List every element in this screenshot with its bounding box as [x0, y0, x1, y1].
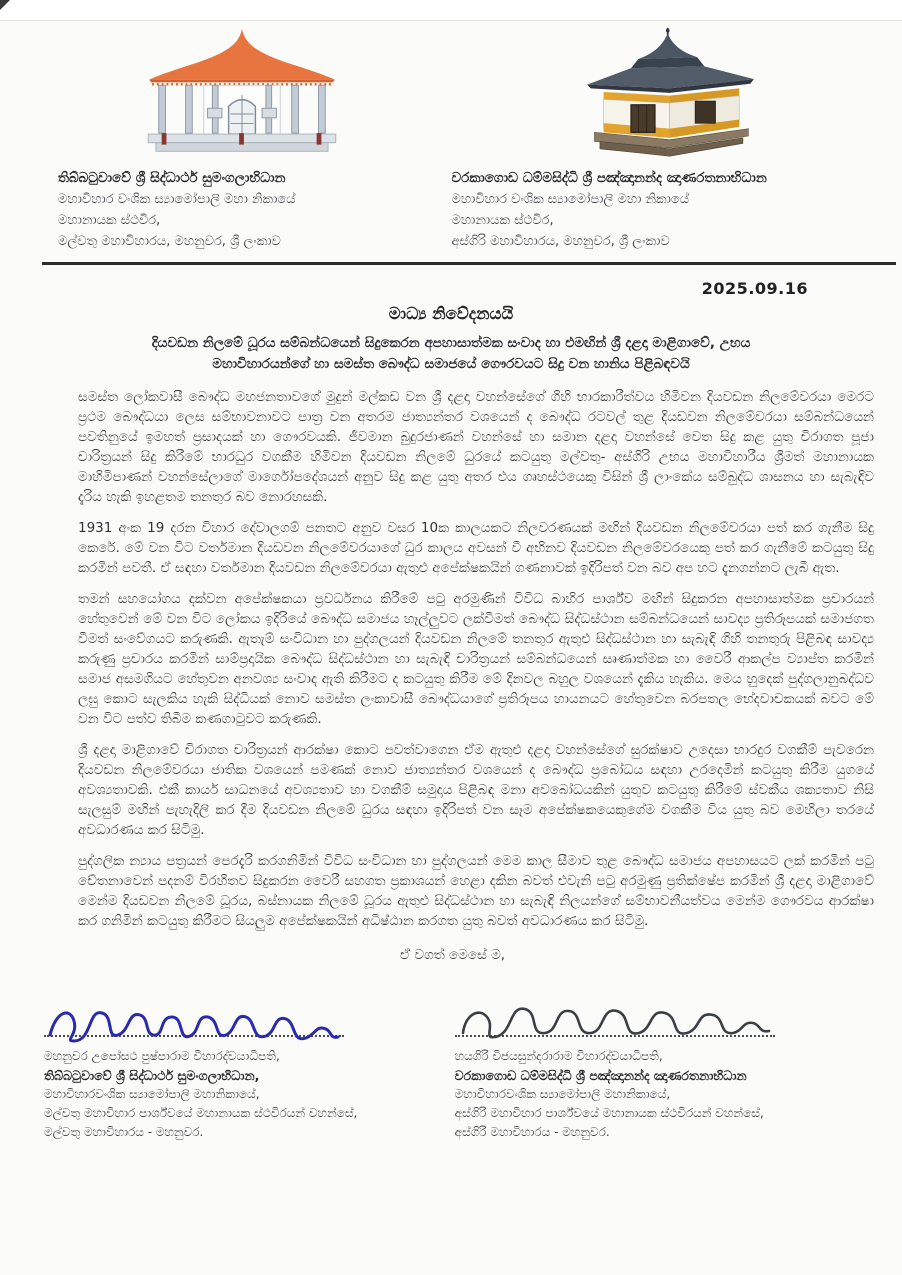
sig-left-name: තිබ්බටුවාවේ ශ්‍රී සිද්ධාර්ථ සුමංගලාභිධාන,: [44, 1068, 260, 1083]
handwritten-signature-blue-icon: [44, 995, 344, 1047]
sig-right-line3: මහාවිහාරවංශික ස්‍යාමෝපාලි මහානිකායේ,: [454, 1087, 671, 1101]
signature-block-malwathu: [44, 989, 424, 1142]
subtitle-line1: දියවඩන නිලමේ ධූරය සම්බන්ධයෙන් සිදුකෙරන අපහාසාත්මක සංවාද හා එමඟින් ශ්‍රී දළදා මාළිගාවේ, උභය: [151, 335, 751, 351]
signature-section: [0, 963, 902, 1142]
malwathu-temple-illustration: [58, 26, 425, 158]
sig-left-line1: මහනුවර උපෝසථ පුෂ්පාරාම විහාරද්වයාධිපති,: [44, 1049, 280, 1063]
sig-right-name: වරකාගොඩ ධම්මසිද්ධි ශ්‍රී පඤ්ඤානන්ද ඤාණරතනාභිධාන: [454, 1068, 747, 1083]
temple-building-icon: [553, 26, 777, 158]
letterhead-right-line4: අස්ගිරි මහාවිහාරය, මහනුවර, ශ්‍රී ලංකාව: [451, 234, 670, 249]
letterhead-right-name: වරකාගොඩ ධම්මසිද්ධි ශ්‍රී පඤ්ඤානන්ද ඤාණරතනාභිධාන: [451, 170, 767, 186]
sig-left-line3: මහාවිහාරවංශික ස්‍යාමෝපාලි මහානිකායේ,: [44, 1087, 260, 1101]
paragraph-2: 1931 අංක 19 දරන විහාර දේවාලගම් පනතට අනුව වසර 10ක කාලයකට නිලවරණයක් මඟින් දියවඩන නිලමේවරයා පත් කර ගැනීම සිදු කෙරේ. මේ වන විට වර්තමාන දියඩවන නිලමේවරයාගේ ධුර කාලය අවසන් වී අභිනව දියවඩන නිලමේවරයෙකු පත් කර ගැනීමේ කටයුතු සිදු කරමින් පවතී. ඒ සඳහා වර්තමාන දියවඩන නිලමේවරයා ඇතුළු අපේක්ෂකයින් ගණනාවක් ඉදිරිපත් වන බව අප හට දැනගන්නට ලැබී ඇත.: [78, 520, 874, 576]
letterhead-left-line2: මහාවිහාර වංශික ස්‍යාමෝපාලි මහා නිකායේ: [58, 192, 296, 207]
sig-left-line4: මල්වතු මහාවිහාර පාර්ශ්වයේ මහානායක ස්ථවිරයන් වහන්සේ,: [44, 1106, 358, 1120]
sig-right-line4: අස්ගිරි මහාවිහාර පාර්ශ්වයේ මහානායක ස්ථවිරයන් වහන්සේ,: [454, 1106, 764, 1120]
paragraph-3: තමන් සහයෝගය දක්වන අපේක්ෂකයා ප්‍රවර්ධනය කිරීමේ පටු අරමුණින් විවිධ බාහිර පාර්ශ්ව මඟින් සිදුකරන අපහාසාත්මක ප්‍රචාරයන් හේතුවෙන් මේ වන විට ලෝකය ඉදිරියේ බෞද්ධ සමාජය හෑල්ලුවට ලක්වීමත් බෞද්ධ සිද්ධස්ථාන සම්බන්ධයෙන් සාවද්‍ය ප්‍රතිරූපයක් සමාජගත වීමත් සංවේගයට කරුණකි. ඇතැම් සංවිධාන හා පුද්ගලයන් දියවඩන නිලමේ තනතුර ඇතුළු සිද්ධස්ථාන හා සැබැඳි ගිහි තනතුරු පිළිබඳ සාවද්‍ය කරුණු ප්‍රචාරය කරමින් සාම්ප්‍රදායික බෞද්ධ සිද්ධස්ථාන හා සැබැඳි චාරිත්‍රයන් සම්බන්ධයෙන් සෘණාත්මක හා වෛරී ආකල්ප ව්‍යාප්ත කරමින් සමාජ අසමගියට හේතුවන අනවශ්‍ය සංවාද ඇති කිරීමට ද කටයුතු කිරීම මේ දිනවල බහුල වශයෙන් දැකිය හැකිය. මෙය හුදෙක් පුද්ගලානුබද්ධව ලඝු කොට සැලකිය හැකි සිද්ධියක් නොව සමස්ත ලංකාවාසී බෞද්ධයාගේ ප්‍රතිරූපය හායනයට හේතුවෙන බරපතල භේදවාචකයක් බවට මේ වන විට පත්ව තිබීම කණගාටුවට කරුණකි.: [78, 591, 874, 727]
sig-right-line1: හයගිරි විජයසුන්දරාරාම විහාරද්වයාධිපති,: [454, 1049, 663, 1063]
closing-phrase: ඒ වගත් මෙසේ ම,: [400, 947, 506, 963]
letterhead-left-line4: මල්වතු මහාවිහාරය, මහනුවර, ශ්‍රී ලංකාව: [58, 234, 281, 249]
sig-left-line5: මල්වතු මහාවිහාරය - මහනුවර.: [44, 1125, 204, 1139]
audience-hall-icon: [136, 26, 348, 158]
subtitle-line2: මහාවිහාරයන්ගේ හා සමස්ත බෞද්ධ සමාජයේ ගෞරවයට සිදු වන හානිය පිළිබඳවයි: [212, 356, 690, 372]
document-date: 2025.09.16: [701, 279, 808, 298]
header-divider: [42, 262, 896, 265]
document-title: මාධ්‍ය නිවේදනයයි: [388, 304, 514, 323]
handwritten-signature-dark-icon: [455, 991, 775, 1047]
signature-left: [44, 989, 424, 1041]
paragraph-4: ශ්‍රී දළදා මාළිගාවේ චිරාගත චාරිත්‍රයන් ආරක්ෂා කොට පවත්වාගෙන ඒම ඇතුළු දළදා වහන්සේගේ සුරක්ෂාව උදෙසා භාරදුර වගකීම් පැවරෙන දියවඩන නිලමේවරයා ජාතික වශයෙන් පමණක් නොව ජාත්‍යන්තර වශයෙන් ද බෞද්ධ ප්‍රබෝධය සඳහා උරදෙමින් කටයුතු කිරීම යුගයේ අවශ්‍යතාවකි. එකී කාර්ය සාධනයේ අවශ්‍යතාව හා වගකීම් සමුදාය පිළිබඳ මනා අවබෝධයකින් යුතුව කටයුතු කිරීමේ ස්වකීය ශක්‍යතාව නිසි සැලසුම් මඟින් පැහැදිලි කර දීම දියවඩන නිලමේ ධුරය සඳහා ඉදිරිපත් වන සෑම අපේක්ෂකයෙකුගේම වගකීම විය යුතු බව මෙහිලා තරයේ අවධාරණය කර සිටිමු.: [78, 742, 874, 838]
letterhead-right-line3: මහානායක ස්ථවිර,: [451, 213, 554, 228]
paragraph-1: සමස්ත ලෝකවාසී බෞද්ධ මහජනතාවගේ මුදුන් මල්කඩ වන ශ්‍රී දළදා වහන්සේගේ ගිහි භාරකාරීත්වය හිමිවන දියවඩන නිලමේවරයා මෙරට ප්‍රථම බෞද්ධයා ලෙස සම්භාවනාවට පාත්‍ර වන අතරම ජාත්‍යන්තර වශයෙන් ද බෞද්ධ රටවල් තුළ දියඩවන නිලමේවරයා සම්බන්ධයෙන් පවතිනුයේ ඉමහත් ප්‍රසාදයක් හා ගෞරවයකි. ජීවමාන බුදුරජාණන් වහන්සේ හා සමාන දළදා වහන්සේ වෙත සිදු කළ යුතු චිරාගත පූජා චාරිත්‍රයන් සිදු කිරීමේ භාරධුර වගකීම හිමිවන දියවඩන නිලමේ ධුරයේ කටයුතු මල්වතු- අස්ගිරි උභය මහාවිහාරීය ශ්‍රීමත් මහානායක මාහිමිපාණන් වහන්සේලාගේ මාර්ගෝපදේශයන් අනුව සිදු කළ යුතු අතර එය ගෘහස්ථයෙකු විසින් ශ්‍රී ලාංකේය සම්බුද්ධ ශාසනය හා සැබැඳිව දැරිය හැකි ඉහළතම තනතුර බව නොරහසකි.: [78, 389, 874, 505]
document-subtitle: [0, 333, 902, 375]
signature-right: [455, 989, 871, 1041]
letterhead-left-name: තිබ්බටුවාවේ ශ්‍රී සිද්ධාර්ථ සුමංගලාභිධාන: [58, 170, 286, 186]
sig-right-line5: අස්ගිරි මහාවිහාරය - මහනුවර.: [454, 1125, 610, 1139]
paragraph-5: පුද්ගලික න්‍යාය පත්‍රයන් පෙරදැරි කරගනිමින් විවිධ සංවිධාන හා පුද්ගලයන් මෙම කාල සීමාව තුළ බෞද්ධ සමාජය අපහාසයට ලක් කරමින් පටු චේතනාවෙන් පදනම් විරහිතව සිදුකරන වෛරී සහගත ප්‍රකාශයන් හෙළා දකින බවත් එවැනි පටු අරමුණු ප්‍රතික්ෂේප කරමින් ශ්‍රී දළදා මාළිගාවේ මෙන්ම දියඩවන නිලමේ ධූරය, බස්නායක නිලමේ ධූරය ඇතුළු සිද්ධස්ථාන හා සැබැඳි නිලයන්ගේ සම්භාවනීයත්වය මෙන්ම ගෞරවය ආරක්ෂා කර ගනිමින් කටයුතු කිරීමට සියලුම අපේක්ෂකයින් අධිෂ්ඨාන කරගත යුතු බවත් අවධාරණය කර සිටිමු.: [78, 853, 874, 929]
letterhead: [0, 0, 902, 258]
document-body: [78, 387, 874, 931]
letterhead-left: [40, 26, 425, 252]
letterhead-right-line2: මහාවිහාර වංශික ස්‍යාමෝපාලි මහා නිකායේ: [451, 192, 690, 207]
letterhead-right: [425, 26, 878, 252]
asgiriya-temple-illustration: [451, 26, 878, 158]
letterhead-left-line3: මහානායක ස්ථවිර,: [58, 213, 161, 228]
signature-block-asgiriya: [441, 989, 871, 1142]
